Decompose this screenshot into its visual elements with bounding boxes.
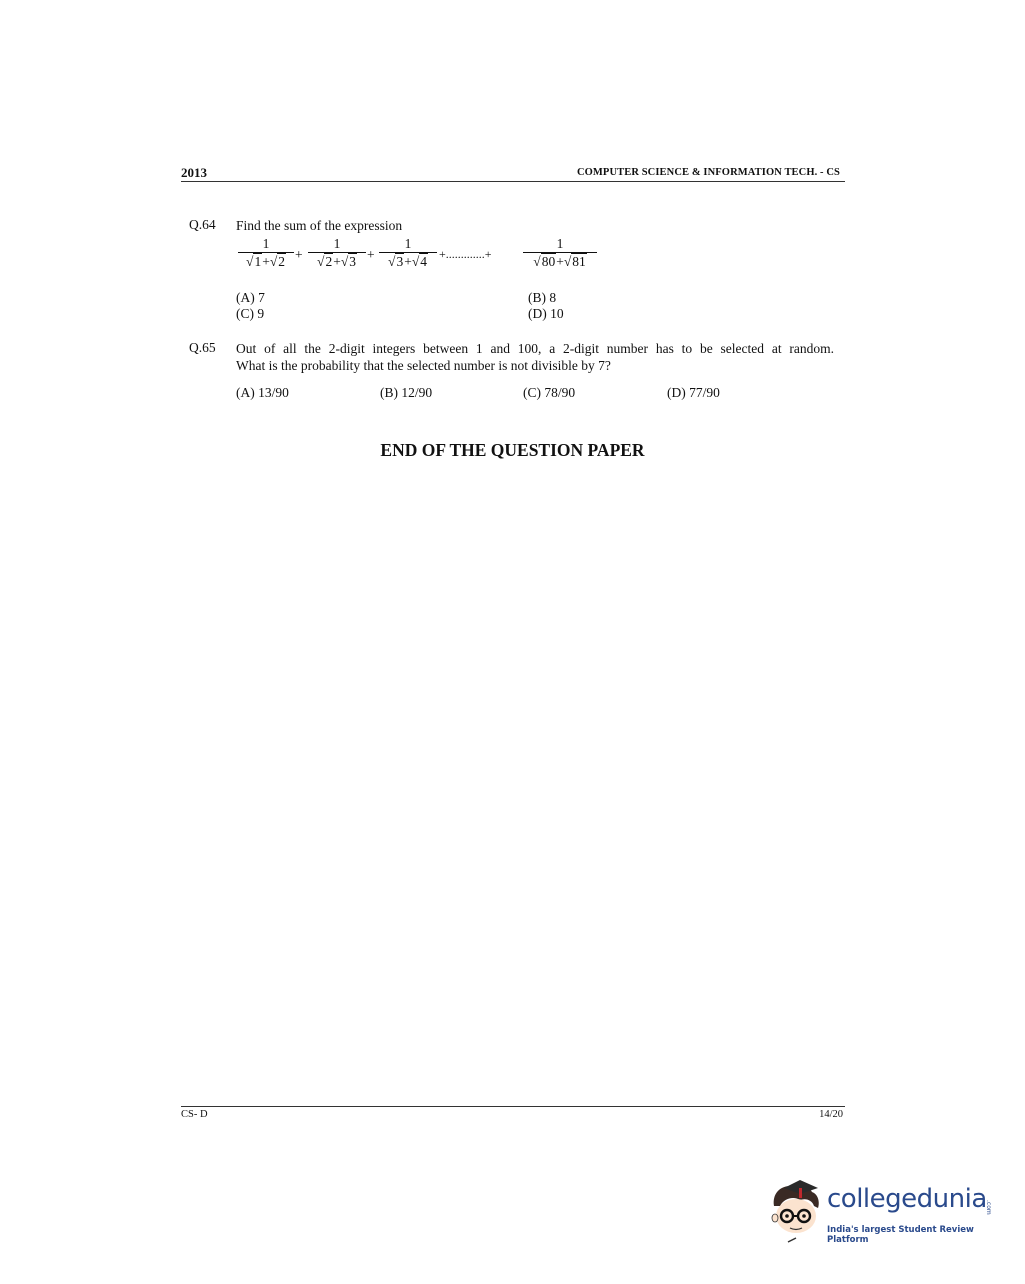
brand-name: collegedunia (827, 1184, 987, 1214)
question-text: What is the probability that the selected number is not divisible by 7? (236, 358, 611, 373)
radicand: 1 (254, 254, 262, 269)
fraction-numerator: 1 (556, 236, 564, 251)
fraction-numerator: 1 (404, 236, 412, 251)
option-c: (C) 78/90 (523, 385, 576, 400)
brand-tld: .com (985, 1200, 992, 1215)
ellipsis: +.............+ (439, 247, 492, 261)
question-text: Find the sum of the expression (236, 218, 403, 233)
radicand: 80 (541, 254, 556, 269)
radicand: 81 (572, 254, 586, 269)
option-a: (A) 13/90 (236, 385, 289, 400)
option-b: (B) 12/90 (380, 385, 433, 400)
plus-sign: + (262, 254, 270, 269)
fraction-numerator: 1 (333, 236, 341, 251)
header-rule (181, 181, 845, 182)
fraction-term: 1 √80+√81 (523, 236, 597, 271)
radicand: 2 (278, 254, 285, 269)
plus-sign: + (556, 254, 564, 269)
footer-code: CS- D (181, 1109, 208, 1120)
header-subject: COMPUTER SCIENCE & INFORMATION TECH. - CS (576, 167, 840, 178)
fraction-term: 1 √2+√3 (308, 236, 366, 271)
plus-sign: + (333, 254, 341, 269)
fraction-numerator: 1 (262, 236, 270, 251)
radicand: 2 (325, 254, 333, 269)
fraction-term: 1 √1+√2 (238, 236, 294, 271)
plus-sign: + (367, 247, 375, 262)
footer-rule (181, 1106, 845, 1107)
brand-tagline: India's largest Student Review Platform (827, 1225, 974, 1245)
end-of-paper-title: END OF THE QUESTION PAPER (380, 440, 645, 460)
option-c: (C) 9 (236, 306, 265, 321)
collegedunia-logo (766, 1176, 996, 1246)
radicand: 4 (420, 254, 427, 269)
radicand: 3 (349, 254, 356, 269)
plus-sign: + (404, 254, 412, 269)
header-year: 2013 (181, 165, 207, 180)
option-d: (D) 77/90 (667, 385, 720, 400)
student-mascot-icon (766, 1176, 826, 1246)
question-number: Q.64 (189, 217, 216, 232)
footer-page: 14/20 (819, 1109, 843, 1120)
option-b: (B) 8 (528, 290, 557, 305)
option-a: (A) 7 (236, 290, 265, 305)
plus-sign: + (295, 247, 303, 262)
question-number: Q.65 (189, 340, 216, 355)
fraction-term: 1 √3+√4 (379, 236, 437, 271)
question-text: Out of all the 2-digit integers between 1 and 100, a 2-digit number has to be selected at random. (236, 341, 834, 356)
option-d: (D) 10 (528, 306, 564, 321)
radicand: 3 (396, 254, 404, 269)
